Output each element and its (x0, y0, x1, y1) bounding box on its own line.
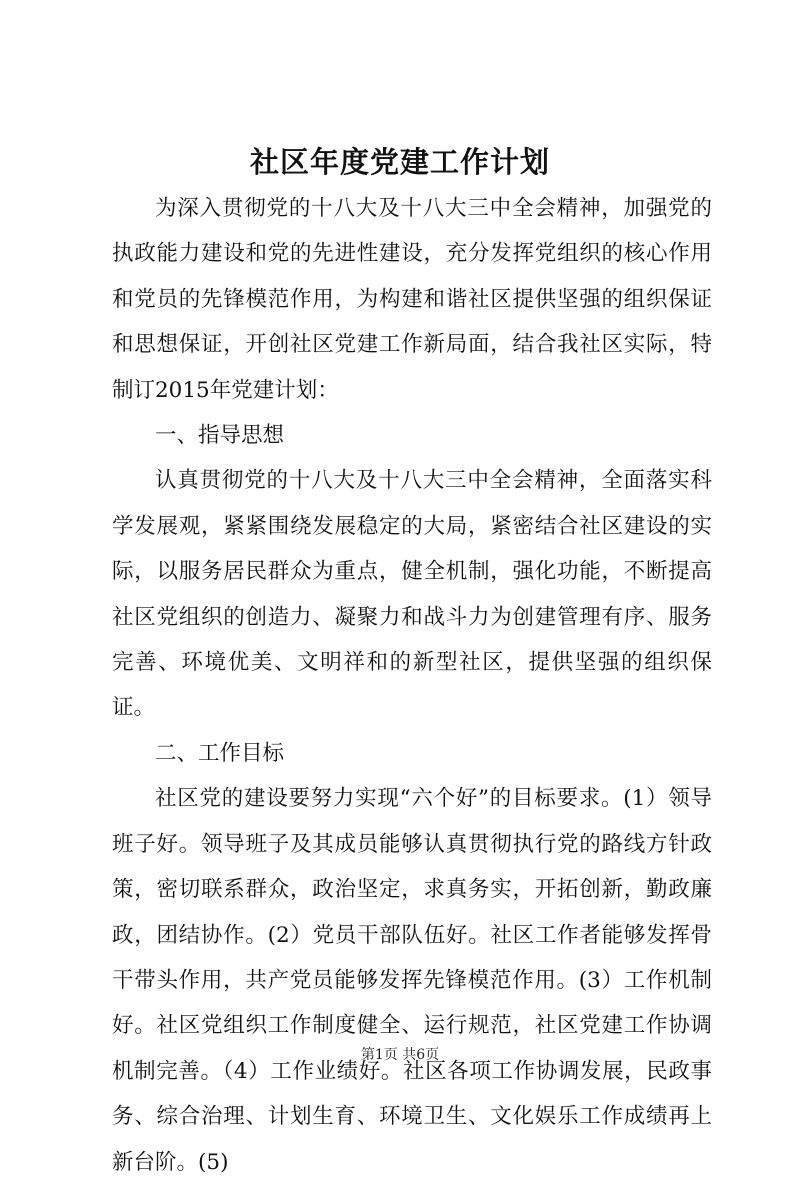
document-body (112, 186, 712, 1185)
section-heading-guiding-ideology: 一、指导思想 (155, 423, 285, 449)
work-goals-paragraph: 社区党的建设要努力实现“六个好”的目标要求。(1）领导班子好。领导班子及其成员能够认真贯彻执行党的路线方针政策，密切联系群众，政治坚定，求真务实，开拓创新，勤政廉政，团结协作。(2）党员干部队伍好。社区工作者能够发挥骨干带头作用，共产党员能够发挥先锋模范作用。(3）工作机制好。社区党组织工作制度健全、运行规范，社区党建工作协调机制完善。（4）工作业绩好。社区各项工作协调发展，民政事务、综合治理、计划生育、环境卫生、文化娱乐工作成绩再上新台阶。(5) (112, 786, 712, 1175)
intro-paragraph: 为深入贯彻党的十八大及十八大三中全会精神，加强党的执政能力建设和党的先进性建设，充分发挥党组织的核心作用和党员的先锋模范作用，为构建和谐社区提供坚强的组织保证和思想保证，开创社区党建工作新局面，结合我社区实际，特制订2015年党建计划： (112, 196, 712, 403)
guiding-ideology-paragraph: 认真贯彻党的十八大及十八大三中全会精神，全面落实科学发展观，紧紧围绕发展稳定的大局，紧密结合社区建设的实际，以服务居民群众为重点，健全机制，强化功能，不断提高社区党组织的创造力、凝聚力和战斗力为创建管理有序、服务完善、环境优美、文明祥和的新型社区，提供坚强的组织保证。 (112, 468, 712, 721)
section-heading-work-goals: 二、工作目标 (155, 740, 285, 766)
document-title: 社区年度党建工作计划 (249, 145, 550, 179)
page-number-footer: 第1页 共6页 (360, 1047, 440, 1063)
